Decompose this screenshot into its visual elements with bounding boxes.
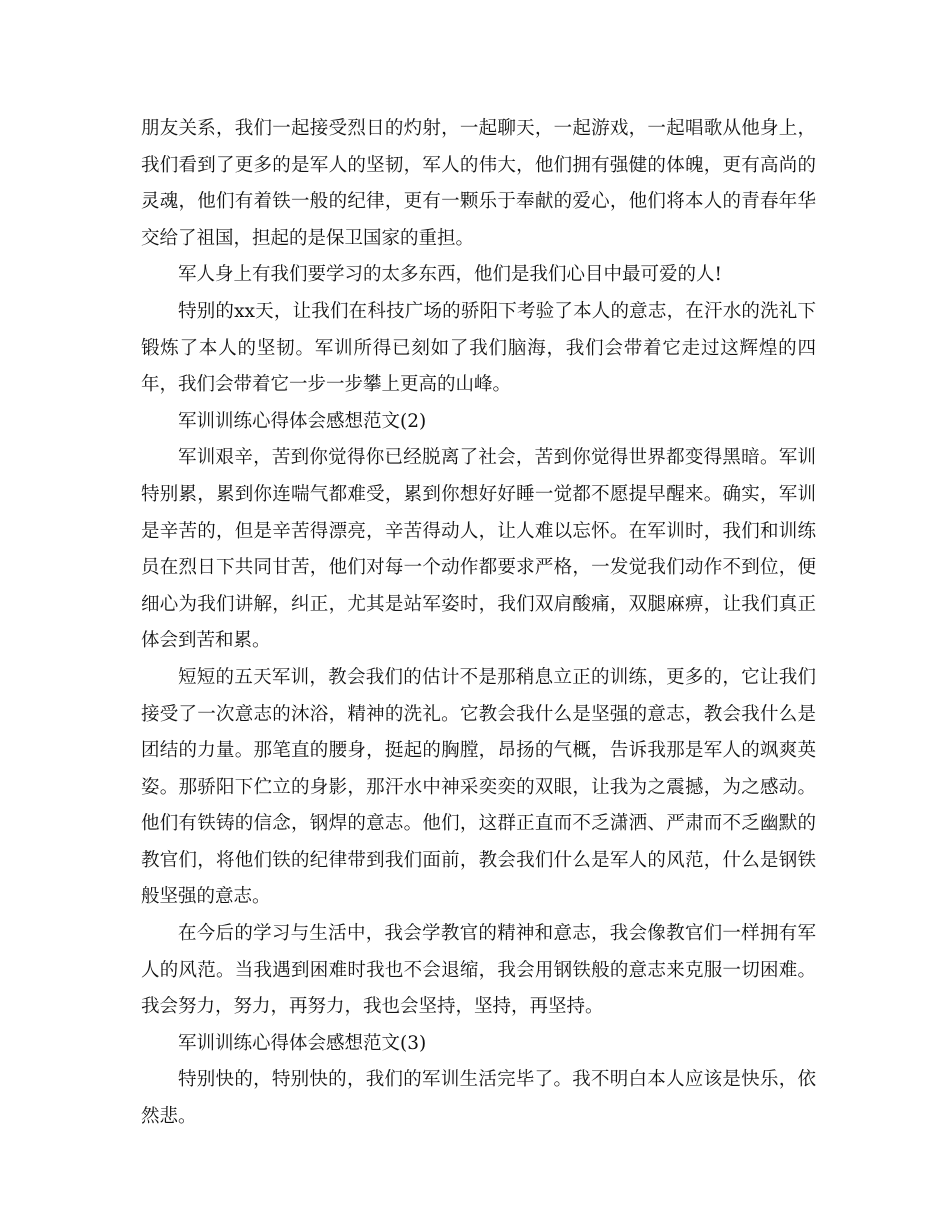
paragraph-3: 特别的xx天，让我们在科技广场的骄阳下考验了本人的意志，在汗水的洗礼下锻炼了本人的坚韧。军训所得已刻如了我们脑海，我们会带着它走过这辉煌的四年，我们会带着它一步一步攀上更高的山峰。 [141, 300, 816, 396]
paragraph-7: 在今后的学习与生活中，我会学教官的精神和意志，我会像教官们一样拥有军人的风范。当我遇到困难时我也不会退缩，我会用钢铁般的意志来克服一切困难。我会努力，努力，再努力，我也会坚持，坚持，再坚持。 [141, 923, 816, 1018]
paragraph-6: 短短的五天军训，教会我们的估计不是那稍息立正的训练，更多的，它让我们接受了一次意志的沐浴，精神的洗礼。它教会我什么是坚强的意志，教会我什么是团结的力量。那笔直的腰身，挺起的胸膛，昂扬的气概，告诉我那是军人的飒爽英姿。那骄阳下伫立的身影，那汗水中神采奕奕的双眼，让我为之震撼，为之感动。他们有铁铸的信念，钢焊的意志。他们，这群正直而不乏潇洒、严肃而不乏幽默的教官们，将他们铁的纪律带到我们面前，教会我们什么是军人的风范，什么是钢铁般坚强的意志。 [141, 666, 816, 908]
paragraph-5: 军训艰辛，苦到你觉得你已经脱离了社会，苦到你觉得世界都变得黑暗。军训特别累，累到你连喘气都难受，累到你想好好睡一觉都不愿提早醒来。确实，军训是辛苦的，但是辛苦得漂亮，辛苦得动人，让人难以忘怀。在军训时，我们和训练员在烈日下共同甘苦，他们对每一个动作都要求严格，一发觉我们动作不到位，便细心为我们讲解，纠正，尤其是站军姿时，我们双肩酸痛，双腿麻痹，让我们真正体会到苦和累。 [141, 447, 816, 652]
section-heading-2: 军训训练心得体会感想范文(2) [178, 410, 427, 432]
paragraph-2: 军人身上有我们要学习的太多东西，他们是我们心目中最可爱的人! [178, 264, 722, 286]
paragraph-9: 特别快的，特别快的，我们的军训生活完毕了。我不明白本人应该是快乐，依然悲。 [141, 1069, 816, 1128]
paragraph-1: 朋友关系，我们一起接受烈日的灼射，一起聊天，一起游戏，一起唱歌从他身上，我们看到了更多的是军人的坚韧，军人的伟大，他们拥有强健的体魄，更有高尚的灵魂，他们有着铁一般的纪律，更有一颗乐于奉献的爱心，他们将本人的青春年华交给了祖国，担起的是保卫国家的重担。 [141, 118, 816, 249]
section-heading-3: 军训训练心得体会感想范文(3) [178, 1032, 427, 1054]
document-body [141, 111, 816, 1136]
